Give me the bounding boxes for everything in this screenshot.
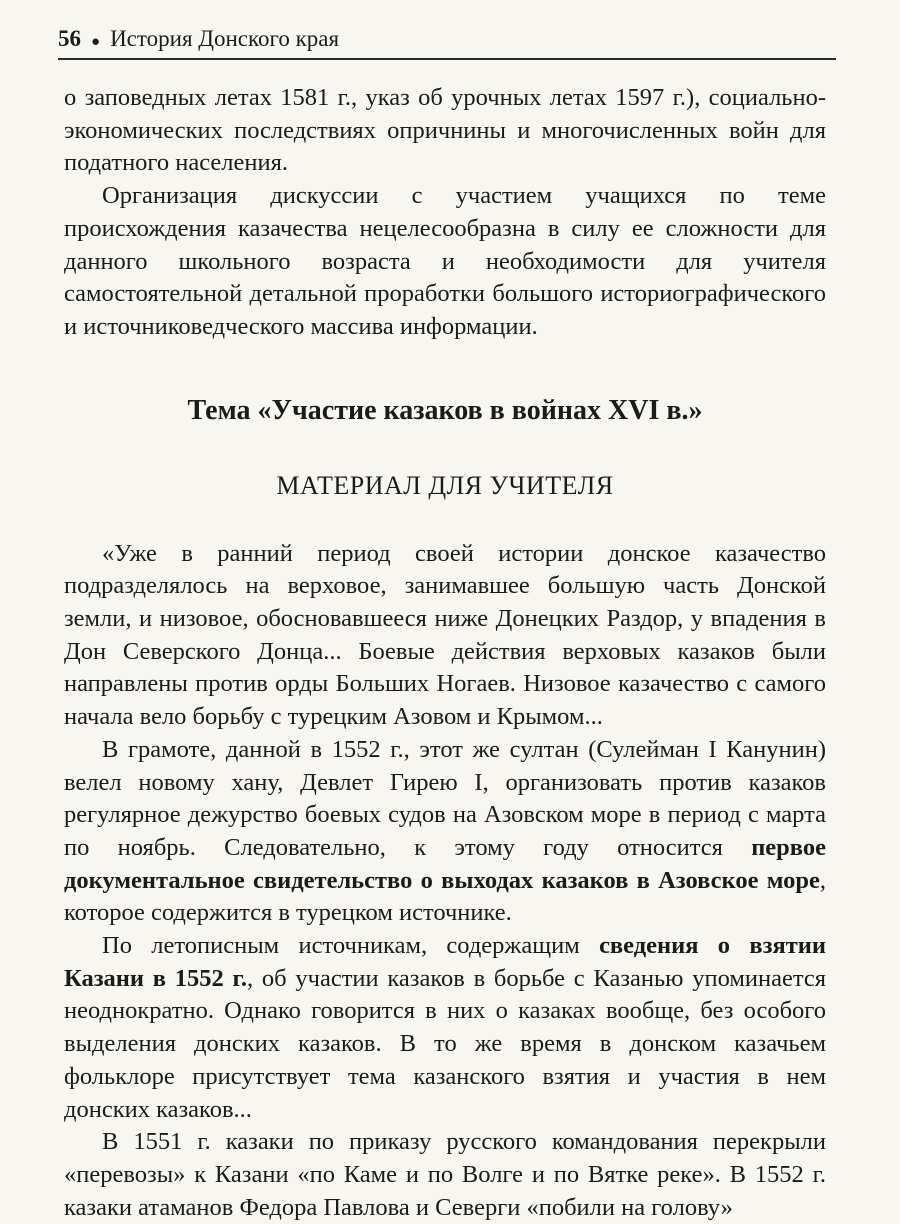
material-paragraph-3 (64, 930, 826, 1126)
text-run: В грамоте, данной в 1552 г., этот же султан (Сулейман I Канунин) велел новому хану, Девлет Гирею I, организовать против казаков регулярное дежурство боевых судов на Азовском море в период с марта по ноябрь. Следовательно, к этому году относится (64, 735, 826, 861)
topic-title: Тема «Участие казаков в войнах XVI в.» (187, 394, 703, 426)
material-paragraph-1: «Уже в ранний период своей истории донское казачество подразделялось на верховое, занимавшее большую часть Донской земли, и низовое, обосновавшееся ниже Донецких Раздор, у впадения в Дон Северского Донца... Боевые действия верховых казаков были направлены против орды Больших Ногаев. Низовое казачество с самого начала вело борьбу с турецким Азовом и Крымом... (64, 539, 826, 731)
text-run: По летописным источникам, содержащим (102, 932, 600, 960)
intro-block (64, 82, 826, 344)
material-paragraph-2 (64, 734, 826, 930)
text-run: , которое содержится в турецком источнике. (64, 866, 826, 927)
intro-paragraph-2: Организация дискуссии с участием учащихся по теме происхождения казачества нецелесообразна в силу ее сложности для данного школьного возраста и необходимости для учителя самостоятельной детальной проработки большого историографического и источниковедческого массива информации. (64, 182, 826, 340)
bold-run: сведения о взятии Казани в 1552 г. (64, 932, 826, 992)
bold-run: первое документальное свидетельство о выходах казаков в Азовское море (64, 833, 826, 894)
running-header (58, 26, 836, 60)
material-block (64, 538, 826, 1224)
text-run: , об участии казаков в борьбе с Казанью упоминается неоднократно. Однако говорится в них о казаках вообще, без особого выделения донских казаков. В то же время в донском казачьем фольклоре присутствует тема казанского взятия и участия в нем донских казаков... (64, 964, 826, 1123)
bullet-separator: ● (91, 34, 101, 50)
running-title: История Донского края (110, 26, 340, 51)
material-paragraph-4: В 1551 г. казаки по приказу русского командования перекрыли «перевозы» к Казани «по Каме и по Волге и по Вятке реке». В 1552 г. казаки атаманов Федора Павлова и Северги «побили на голову» (64, 1128, 826, 1221)
page-number: 56 (58, 26, 81, 51)
section-title: МАТЕРИАЛ ДЛЯ УЧИТЕЛЯ (276, 470, 614, 500)
intro-paragraph-1: о заповедных летах 1581 г., указ об урочных летах 1597 г.), социально-экономических последствиях опричнины и многочисленных войн для податного населения. (64, 84, 826, 177)
